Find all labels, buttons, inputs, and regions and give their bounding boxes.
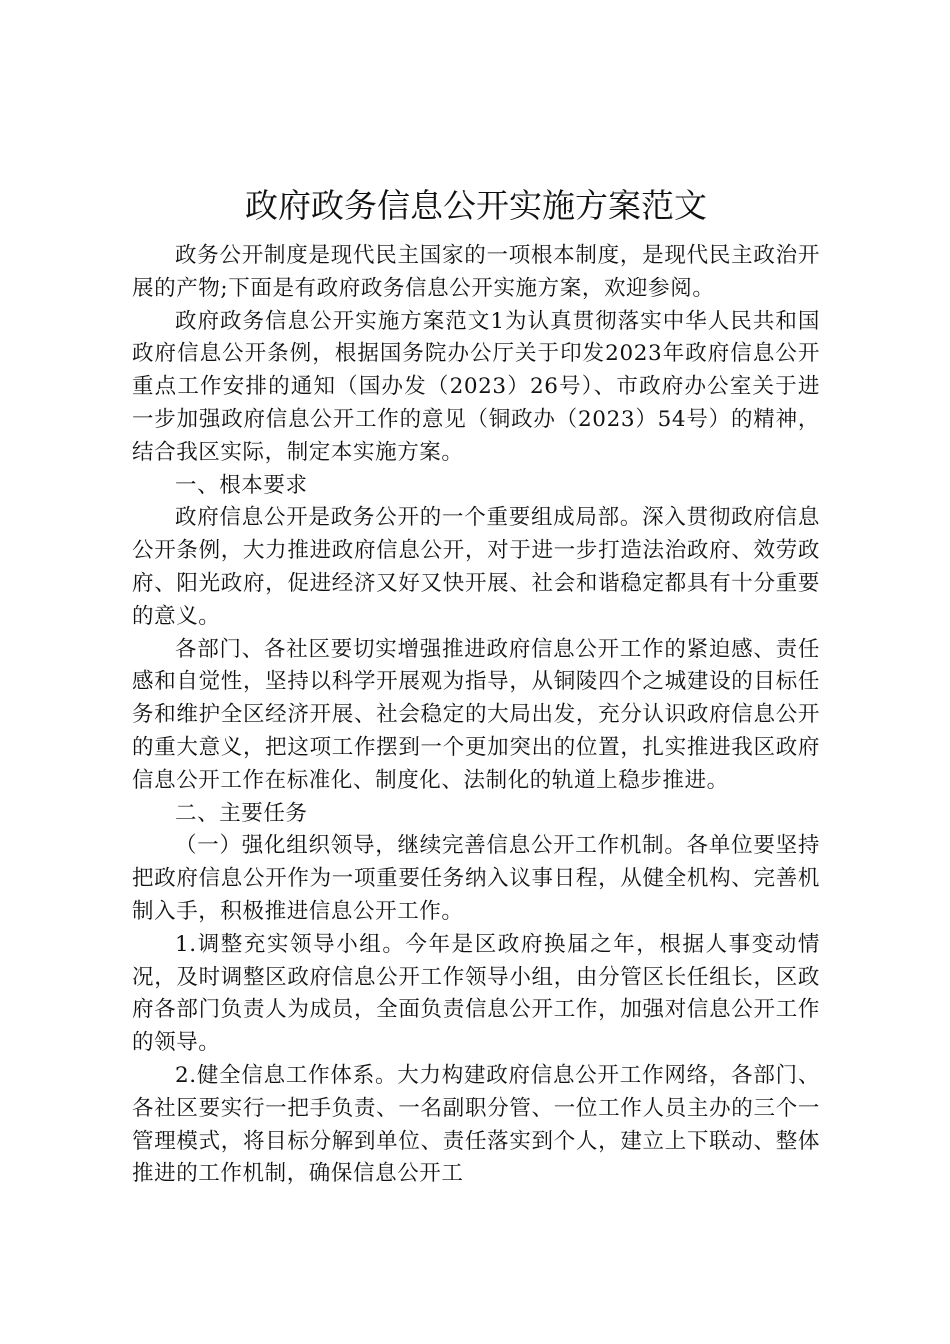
- body-paragraph: 政府政务信息公开实施方案范文1为认真贯彻落实中华人民共和国政府信息公开条例，根据国务院办公厅关于印发2023年政府信息公开重点工作安排的通知（国办发（2023）26号）、市政府办公室关于进一步加强政府信息公开工作的意见（铜政办（2023）54号）的精神，结合我区实际，制定本实施方案。: [132, 308, 820, 465]
- document-body: [132, 178, 820, 1191]
- body-paragraph: 各部门、各社区要切实增强推进政府信息公开工作的紧迫感、责任感和自觉性，坚持以科学开展观为指导，从铜陵四个之城建设的目标任务和维护全区经济开展、社会稳定的大局出发，充分认识政府信息公开的重大意义，把这项工作摆到一个更加突出的位置，扎实推进我区政府信息公开工作在标准化、制度化、法制化的轨道上稳步推进。: [132, 636, 820, 793]
- subsection-paragraph: （一）强化组织领导，继续完善信息公开工作机制。各单位要坚持把政府信息公开作为一项重要任务纳入议事日程，从健全机构、完善机制入手，积极推进信息公开工作。: [132, 833, 820, 924]
- section-heading: 一、根本要求: [175, 472, 308, 498]
- body-paragraph: 政府信息公开是政务公开的一个重要组成局部。深入贯彻政府信息公开条例，大力推进政府信息公开，对于进一步打造法治政府、效劳政府、阳光政府，促进经济又好又快开展、社会和谐稳定都具有十分重要的意义。: [132, 505, 820, 629]
- numbered-item-paragraph: 2.健全信息工作体系。大力构建政府信息公开工作网络，各部门、各社区要实行一把手负责、一名副职分管、一位工作人员主办的三个一管理模式，将目标分解到单位、责任落实到个人，建立上下联动、整体推进的工作机制，确保信息公开工: [132, 1062, 820, 1187]
- numbered-item-paragraph: 1.调整充实领导小组。今年是区政府换届之年，根据人事变动情况，及时调整区政府信息公开工作领导小组，由分管区长任组长，区政府各部门负责人为成员，全面负责信息公开工作，加强对信息公开工作的领导。: [132, 931, 820, 1056]
- intro-paragraph: 政务公开制度是现代民主国家的一项根本制度，是现代民主政治开展的产物;下面是有政府政务信息公开实施方案，欢迎参阅。: [132, 243, 820, 301]
- document-title: 政府政务信息公开实施方案范文: [245, 186, 707, 225]
- section-heading: 二、主要任务: [175, 800, 308, 826]
